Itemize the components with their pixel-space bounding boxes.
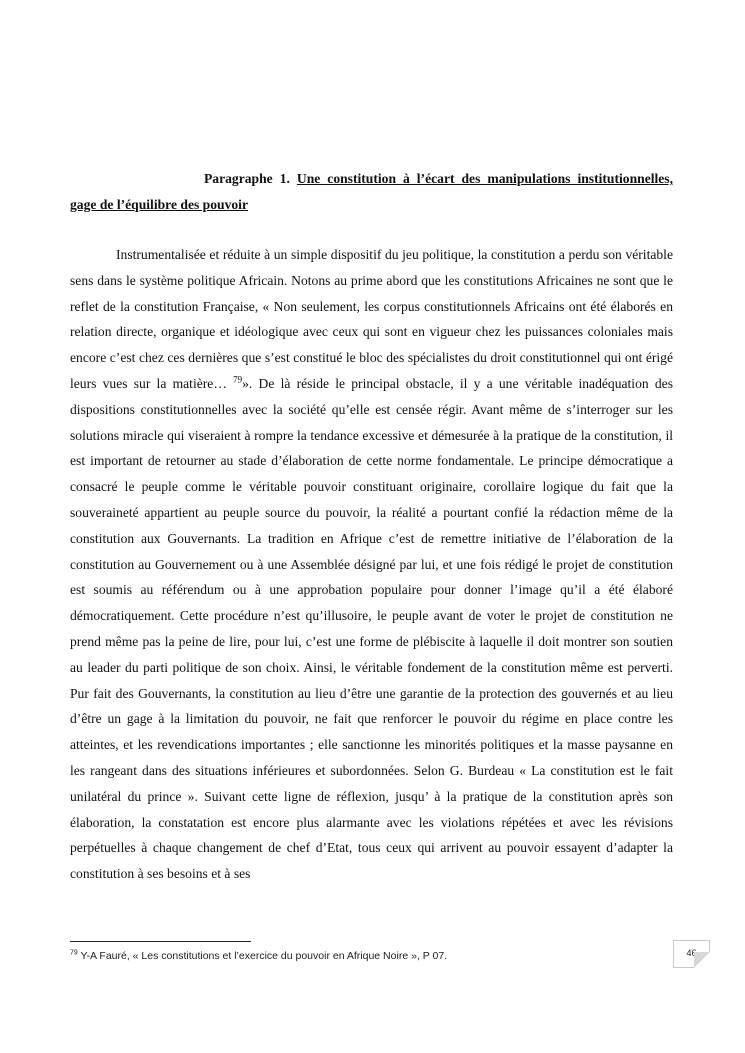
page-number-box [673,940,710,968]
page-fold-corner [694,952,710,968]
footnote-separator [70,941,251,942]
footnote-number: 79 [70,949,78,957]
footnote-text: Y-A Fauré, « Les constitutions et l’exercice du pouvoir en Afrique Noire », P 07. [77,950,448,962]
section-title: Une constitution à l’écart des manipulations institutionnelles, gage de l’équilibre des pouvoir [70,171,673,212]
body-text-part-1: Instrumentalisée et réduite à un simple dispositif du jeu politique, la constitution a perdu son véritable sens dans le système politique Africain. Notons au prime abord que les constitutions Africaines ne sont que le reflet de la constitution Française, « Non seulement, les corpus constitutionnels Africains ont été élaborés en relation directe, organique et idéologique avec ceux qui sont en vigueur chez les puissances coloniales mais encore c’est chez ces dernières que s’est constitué le bloc des spécialistes du droit constitutionnel qui ont érigé leurs vues sur la matière… [70,247,673,391]
page-number: 46 [686,948,697,958]
section-heading [70,166,673,218]
body-text-part-2: ». De là réside le principal obstacle, il y a une véritable inadéquation des dispositions constitutionnelles avec la société qu’elle est censée régir. Avant même de s’interroger sur les solutions miracle qui viseraient à rompre la tendance excessive et démesurée à la pratique de la constitution, il est important de retourner au stade d’élaboration de cette norme fondamentale. Le principe démocratique a consacré le peuple comme le véritable pouvoir constituant originaire, corollaire logique du fait que la souveraineté appartient au peuple source du pouvoir, la réalité a pourtant confié la rédaction même de la constitution aux Gouvernants. La tradition en Afrique c’est de remettre initiative de l’élaboration de la constitution au Gouvernement ou à une Assemblée désigné par lui, et une fois rédigé le projet de constitution est soumis au référendum ou à une approbation populaire pour donner l’image qu’il a été élaboré démocratiquement. Cette procédure n’est qu’illusoire, le peuple avant de voter le projet de constitution ne prend même pas la peine de lire, pour lui, c’est une forme de plébiscite à laquelle il doit montrer son soutien au leader du parti politique de son choix. Ainsi, le véritable fondement de la constitution même est perverti. Pur fait des Gouvernants, la constitution au lieu d’être une garantie de la protection des gouvernés et au lieu d’être un gage à la limitation du pouvoir, ne fait que renforcer le pouvoir du régime en place contre les atteintes, et les revendications importantes ; elle sanctionne les minorités politiques et la masse paysanne en les rangeant dans des situations inférieures et subordonnées. Selon G. Burdeau « La constitution est le fait unilatéral du prince ». Suivant cette ligne de réflexion, jusqu’ à la pratique de la constitution après son élaboration, la constatation est encore plus alarmante avec les violations répétées et avec les révisions perpétuelles à chaque changement de chef d’Etat, tous ceux qui arrivent au pouvoir essayent d’adapter la constitution à ses besoins et à ses [70,375,674,882]
footnote-reference[interactable]: 79 [233,374,243,385]
footnote [70,950,447,962]
paragraph-number: Paragraphe 1. [204,171,290,186]
body-paragraph [70,242,673,887]
